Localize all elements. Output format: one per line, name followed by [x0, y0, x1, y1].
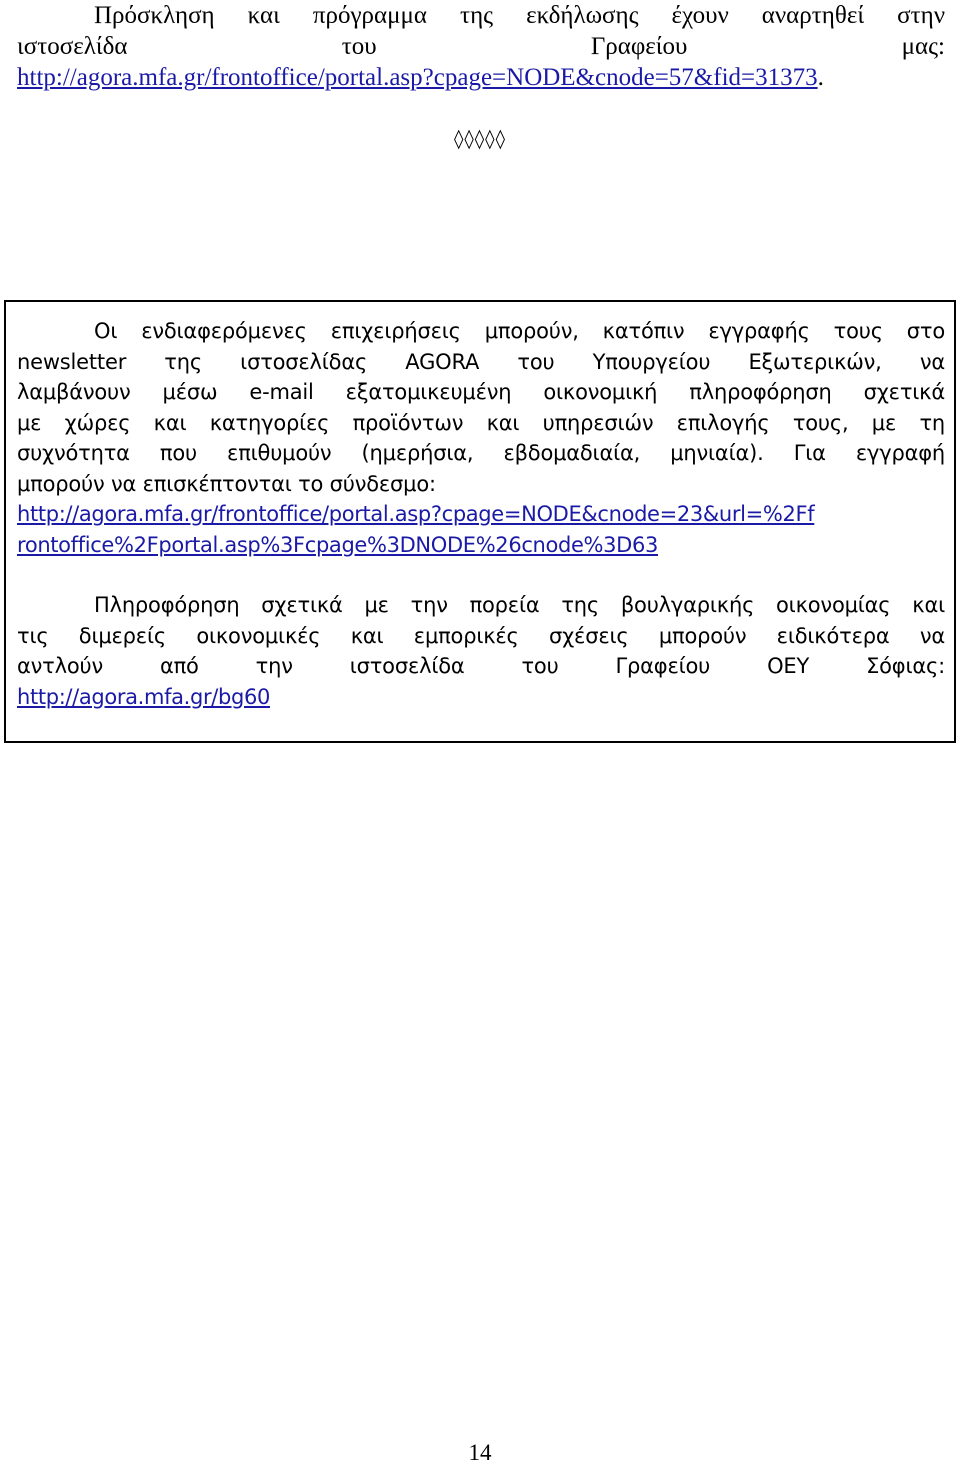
intro-line-2: ιστοσελίδα του Γραφείου μας:: [17, 33, 945, 60]
newsletter-link-line-1: [17, 499, 945, 530]
event-link[interactable]: http://agora.mfa.gr/frontoffice/portal.asp?cpage=NODE&cnode=57&fid=31373: [17, 64, 818, 91]
economy-line-3: αντλούν από την ιστοσελίδα του Γραφείου ΟΕΥ Σόφιας:: [17, 654, 945, 678]
newsletter-link-part-1[interactable]: http://agora.mfa.gr/frontoffice/portal.asp?cpage=NODE&cnode=23&url=%2Ff: [17, 502, 815, 526]
section-separator: ◊◊◊◊◊: [454, 128, 506, 150]
economy-paragraph: [17, 590, 945, 712]
newsletter-link-part-2[interactable]: rontoffice%2Fportal.asp%3Fcpage%3DNODE%26cnode%3D63: [17, 532, 658, 557]
newsletter-link-line-2: [17, 530, 945, 561]
economy-line-1: Πληροφόρηση σχετικά με την πορεία της βουλγαρικής οικονομίας και: [94, 593, 945, 617]
newsletter-line-2: newsletter της ιστοσελίδας AGORA του Υπουργείου Εξωτερικών, να: [17, 349, 945, 374]
newsletter-paragraph: [17, 316, 945, 560]
page-number: 14: [468, 1440, 492, 1465]
newsletter-line-1: Οι ενδιαφερόμενες επιχειρήσεις μπορούν, κατόπιν εγγραφής τους στο: [94, 319, 945, 343]
intro-paragraph: [17, 0, 945, 93]
newsletter-line-5: συχνότητα που επιθυμούν (ημερήσια, εβδομαδιαία, μηνιαία). Για εγγραφή: [17, 441, 945, 465]
intro-link-tail: .: [817, 64, 824, 91]
intro-line-1: Πρόσκληση και πρόγραμμα της εκδήλωσης έχουν αναρτηθεί στην: [94, 2, 945, 29]
newsletter-line-4: με χώρες και κατηγορίες προϊόντων και υπηρεσιών επιλογής τους, με τη: [17, 410, 945, 435]
newsletter-line-6: μπορούν να επισκέπτονται το σύνδεσμο:: [17, 471, 436, 496]
economy-link-line: [17, 682, 945, 713]
economy-line-2: τις διμερείς οικονομικές και εμπορικές σχέσεις μπορούν ειδικότερα να: [17, 623, 945, 648]
intro-link-line: [17, 62, 945, 93]
newsletter-line-3: λαμβάνουν μέσω e-mail εξατομικευμένη οικονομική πληροφόρηση σχετικά: [17, 380, 945, 404]
sofia-office-link[interactable]: http://agora.mfa.gr/bg60: [17, 684, 270, 709]
